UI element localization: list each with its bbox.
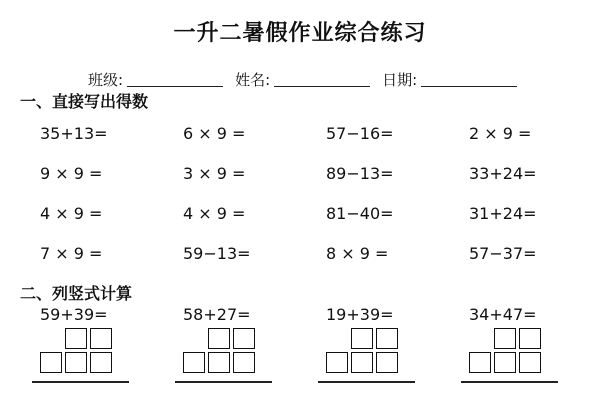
- vertical-problem: [326, 305, 469, 395]
- problem: 81−40=: [326, 203, 394, 223]
- problem: 6 × 9 =: [183, 123, 246, 143]
- vertical-expression: 34+47=: [469, 305, 537, 324]
- section-2-title: 二、列竖式计算: [20, 284, 133, 303]
- problem: 59−13=: [183, 243, 251, 263]
- answer-boxes: [40, 328, 112, 374]
- answer-box[interactable]: [208, 328, 230, 349]
- vertical-expression: 58+27=: [183, 305, 251, 324]
- class-blank: [127, 86, 223, 87]
- answer-box[interactable]: [519, 352, 541, 373]
- answer-box[interactable]: [376, 352, 398, 373]
- date-blank: [421, 86, 517, 87]
- name-label: 姓名:: [235, 71, 271, 89]
- answer-box[interactable]: [183, 352, 205, 373]
- answer-box[interactable]: [351, 328, 373, 349]
- answer-box[interactable]: [65, 328, 87, 349]
- answer-boxes: [469, 328, 541, 374]
- answer-box[interactable]: [90, 352, 112, 373]
- name-blank: [274, 86, 370, 87]
- problem: 57−37=: [469, 243, 537, 263]
- section-1-title: 一、直接写出得数: [20, 92, 149, 111]
- answer-box[interactable]: [326, 352, 348, 373]
- vertical-calculation-row: [40, 305, 600, 395]
- answer-line: [461, 381, 558, 383]
- student-info-row: [88, 68, 529, 90]
- problem: 57−16=: [326, 123, 394, 143]
- answer-box[interactable]: [40, 352, 62, 373]
- problem: 31+24=: [469, 203, 537, 223]
- problem: 4 × 9 =: [40, 203, 103, 223]
- class-label: 班级:: [88, 71, 124, 89]
- answer-line: [32, 381, 129, 383]
- answer-box[interactable]: [65, 352, 87, 373]
- answer-box[interactable]: [469, 352, 491, 373]
- oral-calculation-grid: [40, 113, 600, 273]
- answer-box[interactable]: [351, 352, 373, 373]
- problem: 3 × 9 =: [183, 163, 246, 183]
- answer-box[interactable]: [519, 328, 541, 349]
- answer-boxes: [183, 328, 255, 374]
- vertical-expression: 19+39=: [326, 305, 394, 324]
- answer-box[interactable]: [376, 328, 398, 349]
- problem: 89−13=: [326, 163, 394, 183]
- vertical-problem: [183, 305, 326, 395]
- answer-box[interactable]: [233, 328, 255, 349]
- vertical-expression: 59+39=: [40, 305, 108, 324]
- worksheet-title: 一升二暑假作业综合练习: [173, 21, 427, 46]
- problem: 35+13=: [40, 123, 108, 143]
- answer-line: [318, 381, 415, 383]
- problem: 7 × 9 =: [40, 243, 103, 263]
- problem: 4 × 9 =: [183, 203, 246, 223]
- problem: 8 × 9 =: [326, 243, 389, 263]
- answer-box[interactable]: [233, 352, 255, 373]
- problem: 33+24=: [469, 163, 537, 183]
- answer-line: [175, 381, 272, 383]
- answer-boxes: [326, 328, 398, 374]
- answer-box[interactable]: [90, 328, 112, 349]
- problem: 9 × 9 =: [40, 163, 103, 183]
- answer-box[interactable]: [494, 328, 516, 349]
- vertical-problem: [40, 305, 183, 395]
- problem: 2 × 9 =: [469, 123, 532, 143]
- date-label: 日期:: [382, 71, 418, 89]
- answer-box[interactable]: [208, 352, 230, 373]
- vertical-problem: [469, 305, 600, 395]
- answer-box[interactable]: [494, 352, 516, 373]
